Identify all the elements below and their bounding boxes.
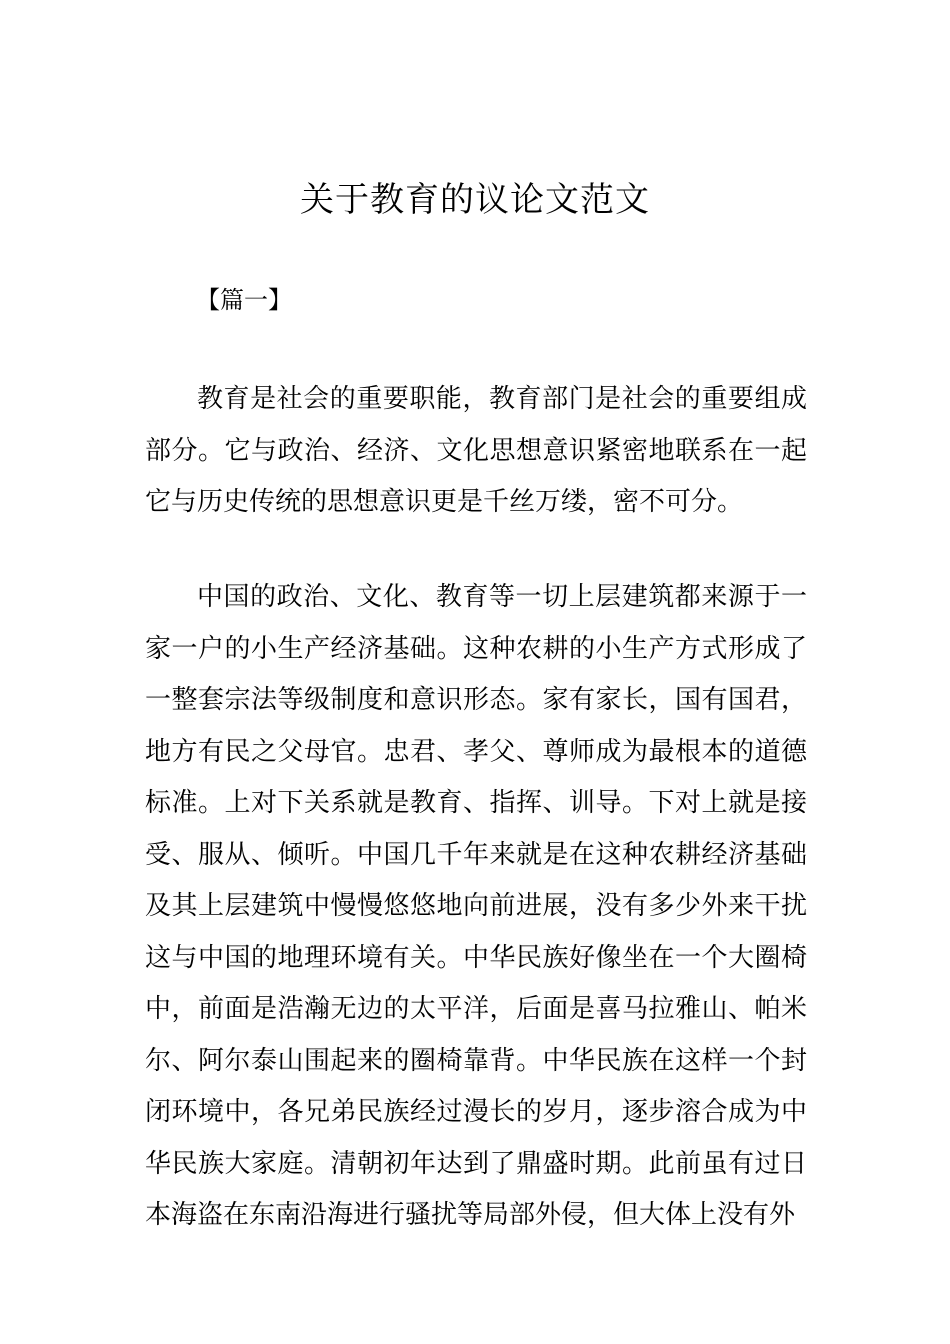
paragraph-2: 中国的政治、文化、教育等一切上层建筑都来源于一家一户的小生产经济基础。这种农耕的小生产方式形成了一整套宗法等级制度和意识形态。家有家长，国有国君，地方有民之父母官。忠君、孝父、尊师成为最根本的道德标准。上对下关系就是教育、指挥、训导。下对上就是接受、服从、倾听。中国几千年来就是在这种农耕经济基础及其上层建筑中慢慢悠悠地向前进展，没有多少外来干扰这与中国的地理环境有关。中华民族好像坐在一个大圈椅中，前面是浩瀚无边的太平洋，后面是喜马拉雅山、帕米尔、阿尔泰山围起来的圈椅靠背。中华民族在这样一个封闭环境中，各兄弟民族经过漫长的岁月，逐步溶合成为中华民族大家庭。清朝初年达到了鼎盛时期。此前虽有过日本海盗在东南沿海进行骚扰等局部外侵，但大体上没有外	[145, 582, 807, 1230]
paragraph-1: 教育是社会的重要职能，教育部门是社会的重要组成部分。它与政治、经济、文化思想意识紧密地联系在一起它与历史传统的思想意识更是千丝万缕，密不可分。	[145, 384, 807, 517]
section-heading: 【篇一】	[196, 286, 292, 314]
document-title: 关于教育的议论文范文	[300, 180, 650, 220]
